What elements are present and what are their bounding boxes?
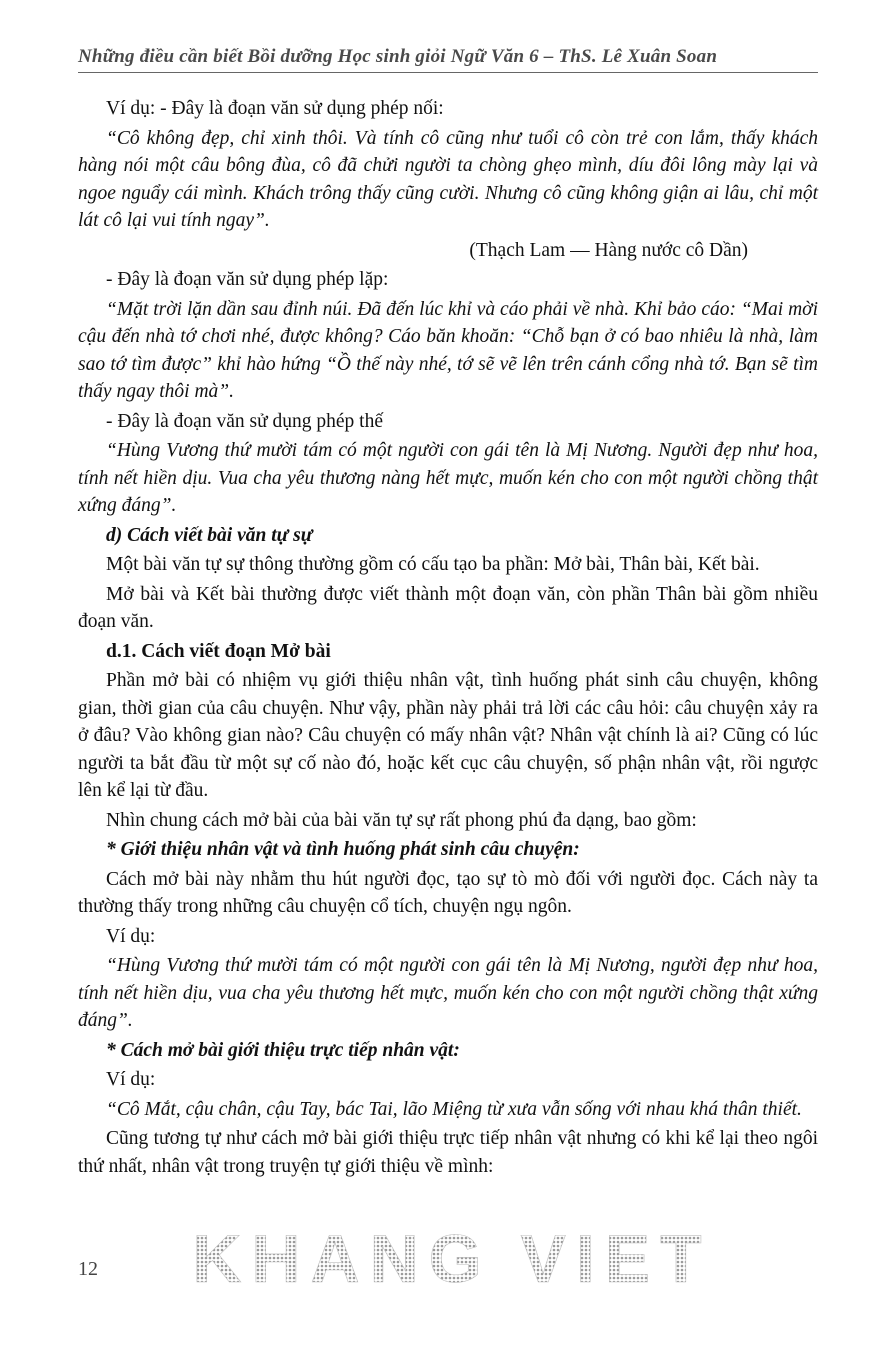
- paragraph: Cũng tương tự như cách mở bài giới thiệu trực tiếp nhân vật nhưng có khi kể lại theo ngôi thứ nhất, nhân vật trong truyện tự giới thiệu về mình:: [78, 1128, 818, 1177]
- quote-paragraph: “Hùng Vương thứ mười tám có một người con gái tên là Mị Nương. Người đẹp như hoa, tính nết hiền dịu. Vua cha yêu thương nàng hết mực, muốn kén cho con một người chồng thật xứng đáng”.: [78, 440, 818, 516]
- paragraph: Một bài văn tự sự thông thường gồm có cấu tạo ba phần: Mở bài, Thân bài, Kết bài.: [106, 554, 760, 575]
- watermark-text: KHANG VIET: [192, 1228, 712, 1288]
- paragraph: Mở bài và Kết bài thường được viết thành một đoạn văn, còn phần Thân bài gồm nhiều đoạn văn.: [78, 583, 818, 632]
- bullet-heading: * Giới thiệu nhân vật và tình huống phát sinh câu chuyện:: [106, 839, 580, 860]
- quote-paragraph: “Hùng Vương thứ mười tám có một người con gái tên là Mị Nương, người đẹp như hoa, tính nết hiền dịu, vua cha yêu thương hết mực, muốn kén cho con một người chồng thật xứng đáng”.: [78, 955, 818, 1031]
- paragraph: - Đây là đoạn văn sử dụng phép lặp:: [106, 269, 389, 290]
- paragraph: - Đây là đoạn văn sử dụng phép thế: [106, 410, 383, 432]
- page-number: 12: [78, 1258, 98, 1280]
- quote-paragraph: “Mặt trời lặn dần sau đỉnh núi. Đã đến lúc khỉ và cáo phải về nhà. Khỉ bảo cáo: “Mai mời cậu đến nhà tớ chơi nhé, được không? Cáo băn khoăn: “Chỗ bạn ở có bao nhiêu là nhà, làm sao tớ tìm được” khỉ hào hứng “Ồ thế này nhé, tớ sẽ vẽ lên trên cánh cổng nhà tớ. Bạn sẽ tìm thấy ngay thôi mà”.: [78, 298, 818, 402]
- bullet-heading: * Cách mở bài giới thiệu trực tiếp nhân vật:: [106, 1039, 460, 1061]
- citation: (Thạch Lam — Hàng nước cô Dần): [469, 239, 748, 261]
- paragraph: Cách mở bài này nhằm thu hút người đọc, tạo sự tò mò đối với người đọc. Cách này ta thường thấy trong những câu chuyện cổ tích, chuyện ngụ ngôn.: [78, 868, 818, 917]
- header-rule: [78, 72, 818, 73]
- page-body: [78, 95, 818, 1182]
- quote-paragraph: “Cô không đẹp, chỉ xinh thôi. Và tính cô cũng như tuổi cô còn trẻ con lắm, thấy khách hàng nói một câu bông đùa, cô đã chửi người ta chòng ghẹo mình, díu đôi lông mày lại và ngoe nguẩy cái mình. Khách trông thấy cũng cười. Nhưng cô cũng không giận ai lâu, chỉ một lát cô lại vui tính ngay”.: [78, 127, 818, 231]
- paragraph: Ví dụ: - Đây là đoạn văn sử dụng phép nối:: [106, 98, 444, 119]
- paragraph: Ví dụ:: [106, 925, 156, 947]
- subsection-heading: d.1. Cách viết đoạn Mở bài: [106, 640, 331, 662]
- paragraph: Phần mở bài có nhiệm vụ giới thiệu nhân vật, tình huống phát sinh câu chuyện, không gian, thời gian của câu chuyện. Như vậy, phần này phải trả lời các câu hỏi: câu chuyện xảy ra ở đâu? Vào không gian nào? Câu chuyện có mấy nhân vật? Nhân vật chính là ai? Cũng có lúc người ta bắt đầu từ một sự cố nào đó, hoặc kết cục câu chuyện, số phận nhân vật, rồi ngược lên kể lại từ đầu.: [78, 670, 818, 801]
- paragraph: Ví dụ:: [106, 1069, 156, 1090]
- paragraph: Nhìn chung cách mở bài của bài văn tự sự rất phong phú đa dạng, bao gồm:: [106, 809, 697, 831]
- watermark-logo: [112, 1228, 792, 1288]
- running-header: Những điều cần biết Bồi dưỡng Học sinh giỏi Ngữ Văn 6 – ThS. Lê Xuân Soan: [78, 46, 718, 67]
- quote-paragraph: “Cô Mắt, cậu chân, cậu Tay, bác Tai, lão Miệng từ xưa vẫn sống với nhau khá thân thiết.: [106, 1098, 802, 1120]
- section-heading: d) Cách viết bài văn tự sự: [106, 524, 313, 546]
